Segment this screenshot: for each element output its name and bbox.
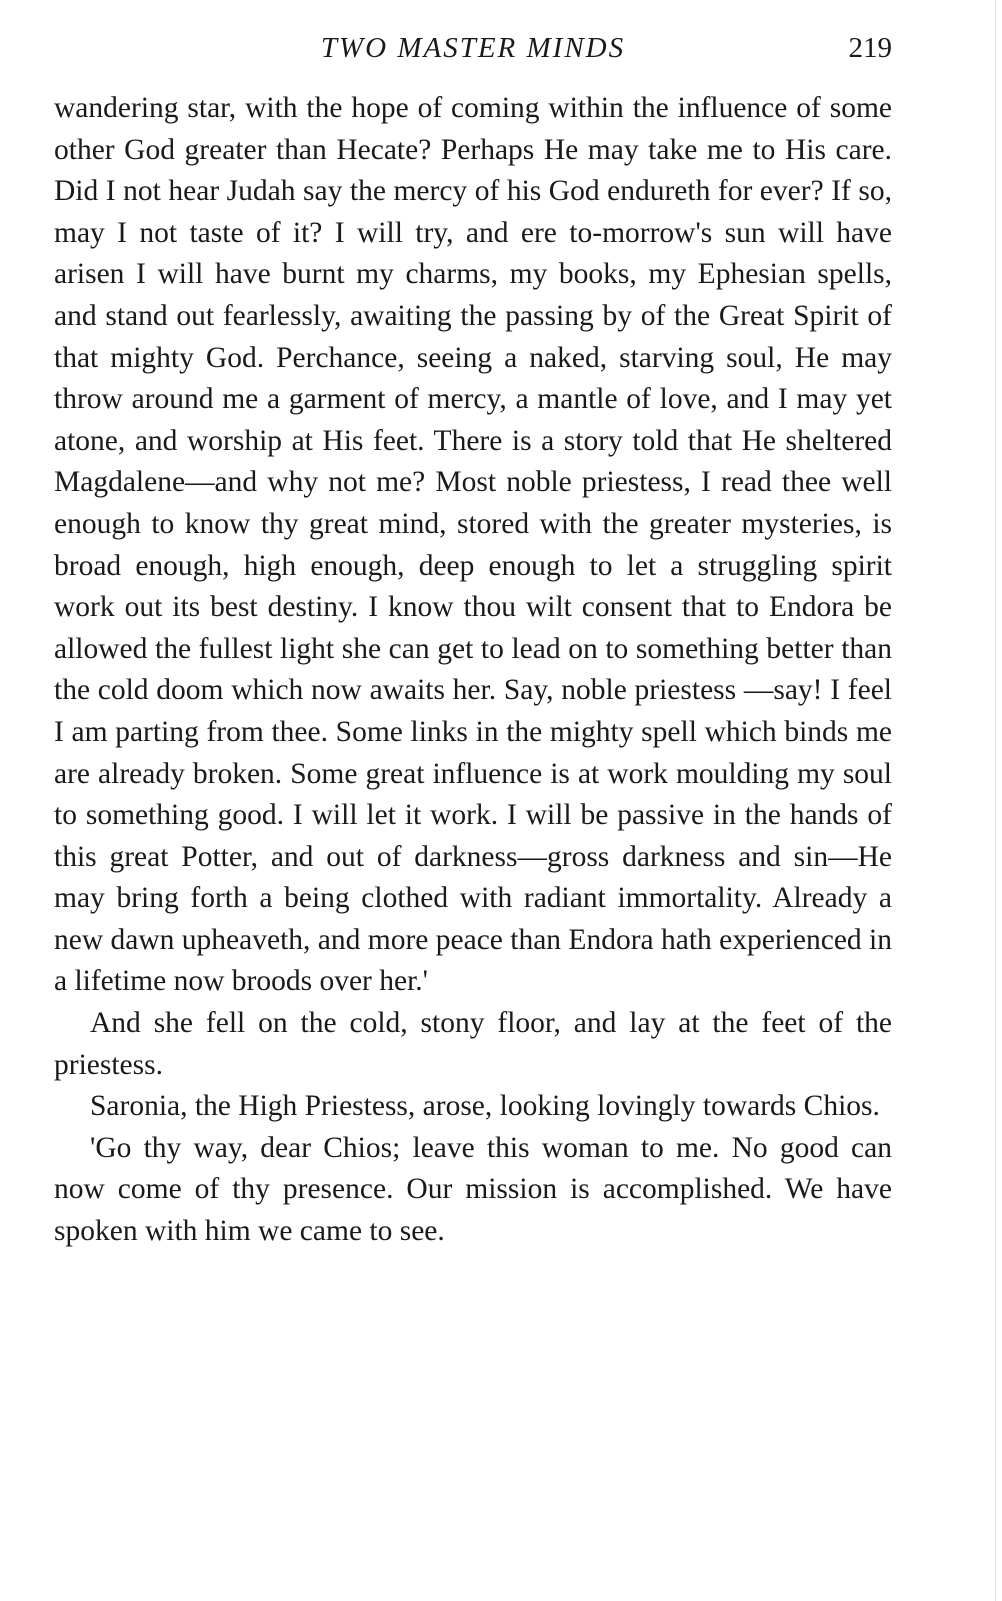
running-title: TWO MASTER MINDS (320, 32, 626, 64)
page-number: 219 (848, 32, 892, 64)
paragraph-endora-falls: And she fell on the cold, stony floor, and lay at the feet of the priestess. (54, 1007, 892, 1081)
paragraph-go-thy-way: 'Go thy way, dear Chios; leave this woman to me. No good can now come of thy presence. Our mission is accomplished. We have spoken with him we came to see. (54, 1131, 892, 1248)
paragraph-saronia-arose: Saronia, the High Priestess, arose, looking lovingly towards Chios. (90, 1090, 880, 1123)
paragraph-continued-speech: wandering star, with the hope of coming within the influence of some other God greater than Hecate? Perhaps He may take me to His care. Did I not hear Judah say the mercy of his God endureth for ever? If so, may I not taste of it? I will try, and ere to-morrow's sun will have arisen I will have burnt my charms, my books, my Ephesian spells, and stand out fearlessly, awaiting the passing by of the Great Spirit of that mighty God. Perchance, seeing a naked, starving soul, He may throw around me a garment of mercy, a mantle of love, and I may yet atone, and worship at His feet. There is a story told that He sheltered Magdalene—and why not me? Most noble priestess, I read thee well enough to know thy great mind, stored with the greater mysteries, is broad enough, high enough, deep enough to let a struggling spirit work out its best destiny. I know thou wilt consent that to Endora be allowed the fullest light she can get to lead on to something better than the cold doom which now awaits her. Say, noble priestess —say! I feel I am parting from thee. Some links in the mighty spell which binds me are already broken. Some great influence is at work moulding my soul to something good. I will let it work. I will be passive in the hands of this great Potter, and out of darkness—gross darkness and sin—He may bring forth a being clothed with radiant immortality. Already a new dawn upheaveth, and more peace than Endora hath experienced in a lifetime now broods over her.' (54, 92, 892, 998)
page-header (54, 32, 892, 72)
body-text (54, 88, 892, 1253)
page-edge-line (995, 0, 996, 1601)
